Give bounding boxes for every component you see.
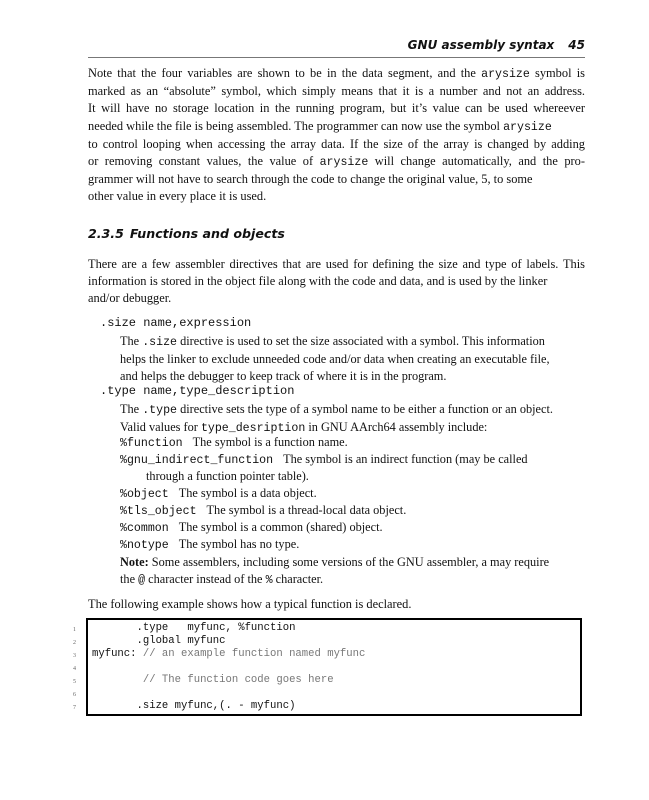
page-number: 45 bbox=[568, 38, 585, 52]
text-line: Valid values for type_desription in GNU AArch64 assembly include: bbox=[120, 420, 488, 435]
note bbox=[120, 554, 582, 589]
type-value-item: %tls_object The symbol is a thread-local data object. bbox=[120, 503, 407, 518]
type-value-item: %notype The symbol has no type. bbox=[120, 537, 300, 552]
running-header bbox=[88, 38, 585, 52]
code-comment: // an example function named myfunc bbox=[142, 648, 366, 660]
code-line: myfunc: // an example function named myfunc bbox=[92, 648, 366, 660]
paragraph-directives-intro bbox=[88, 256, 585, 308]
size-directive-description bbox=[120, 333, 580, 385]
type-value-item: %function The symbol is a function name. bbox=[120, 435, 348, 450]
line-number: 2 bbox=[73, 640, 76, 646]
code-line: .type myfunc, %function bbox=[92, 622, 296, 634]
text-line: and/or debugger. bbox=[88, 291, 172, 306]
text-line: helps the linker to exclude unneeded code and/or data when creating an executable file, bbox=[120, 352, 550, 366]
text-line: Note that the four variables are shown to be in the data segment, and the arysize symbol is bbox=[88, 66, 586, 81]
code-line bbox=[92, 674, 334, 686]
type-directive-description bbox=[120, 401, 580, 437]
text-line: The .type directive sets the type of a symbol name to be either a function or an object. bbox=[120, 402, 553, 417]
text-line: The .size directive is used to set the size associated with a symbol. This information bbox=[120, 334, 545, 349]
text-line: other value in every place it is used. bbox=[88, 189, 267, 204]
code-line: .size myfunc,(. - myfunc) bbox=[92, 700, 296, 712]
type-directive-syntax: .type name,type_description bbox=[100, 384, 295, 398]
text-line: and helps the debugger to keep track of where it is in the program. bbox=[120, 369, 447, 383]
line-number: 4 bbox=[73, 666, 76, 672]
text-line: or removing constant values, the value of arysize will change automatically, and the pro- bbox=[88, 154, 585, 170]
note-label: Note: bbox=[120, 555, 149, 569]
line-number: 7 bbox=[73, 705, 76, 711]
type-value-item: %object The symbol is a data object. bbox=[120, 486, 317, 501]
text-line: Note: Some assemblers, including some versions of the GNU assembler, a may require bbox=[120, 555, 550, 569]
text-line: information is stored in the object file along with the code and data, and is used by the linker bbox=[88, 274, 548, 289]
line-number: 1 bbox=[73, 627, 76, 633]
text-line: the @ character instead of the % character. bbox=[120, 572, 324, 587]
running-title: GNU assembly syntax bbox=[407, 38, 555, 52]
header-rule bbox=[88, 57, 585, 58]
type-value-item: %gnu_indirect_function The symbol is an indirect function (may be called bbox=[120, 452, 528, 467]
type-value-item: %common The symbol is a common (shared) object. bbox=[120, 520, 383, 535]
paragraph-example-intro: The following example shows how a typical function is declared. bbox=[88, 597, 412, 611]
line-number: 3 bbox=[73, 653, 76, 659]
code-comment: // The function code goes here bbox=[142, 674, 334, 686]
paragraph-intro bbox=[88, 65, 585, 206]
text-line: There are a few assembler directives that are used for defining the size and type of labels. This bbox=[88, 257, 585, 271]
text-line: needed while the file is being assembled. The programmer can now use the symbol arysize bbox=[88, 118, 552, 134]
line-number: 5 bbox=[73, 679, 76, 685]
text-line: grammer will not have to search through the code to change the original value, 5, to some bbox=[88, 172, 533, 187]
section-heading bbox=[88, 226, 285, 241]
line-number: 6 bbox=[73, 692, 76, 698]
size-directive-syntax: .size name,expression bbox=[100, 316, 252, 330]
type-value-continuation: through a function pointer table). bbox=[146, 469, 309, 483]
text-line: marked as an “absolute” symbol, which simply means that it is a number and not an address. bbox=[88, 84, 585, 99]
section-title: Functions and objects bbox=[129, 226, 285, 241]
code-line: .global myfunc bbox=[92, 635, 226, 647]
text-line: It will have no storage location in the running program, but it’s value can be used whereever bbox=[88, 101, 585, 116]
text-line: to control looping when accessing the array data. If the size of the array is changed by adding bbox=[88, 136, 585, 151]
section-number: 2.3.5 bbox=[88, 226, 124, 241]
